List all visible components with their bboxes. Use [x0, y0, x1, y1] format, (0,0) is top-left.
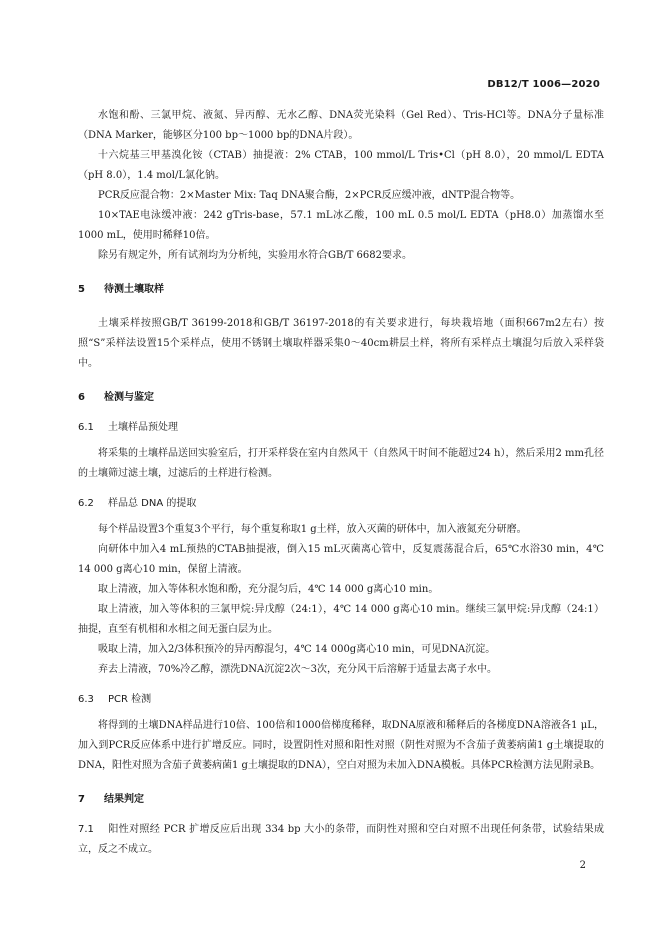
section-number: 5	[78, 284, 85, 295]
subsection-title: PCR 检测	[108, 694, 152, 705]
reagents-paragraph-1: 水饱和酚、三氯甲烷、液氮、异丙醇、无水乙醇、DNA荧光染料（Gel Red）、Tris-HCl等。DNA分子量标准（DNA Marker，能够区分100 bp～1000 bp的DNA片段）。	[78, 110, 604, 141]
section-6-2-paragraph-3: 取上清液，加入等体积水饱和酚，充分混匀后，4℃ 14 000 g离心10 min。	[98, 584, 439, 595]
subsection-title: 样品总 DNA 的提取	[108, 498, 197, 509]
section-5-paragraph: 土壤采样按照GB/T 36199-2018和GB/T 36197-2018的有关要求进行，每块栽培地（面积667m2左右）按照“S”采样法设置15个采样点，使用不锈钢土壤取样器采集0～40cm耕层土样，将所有采样点土壤混匀后放入采样袋中。	[78, 318, 604, 369]
subsection-number: 6.2	[78, 498, 94, 509]
section-title: 结果判定	[104, 794, 144, 805]
item-number: 7.1	[78, 824, 94, 835]
section-number: 7	[78, 794, 85, 805]
item-text: 阳性对照经 PCR 扩增反应后出现 334 bp 大小的条带，而阴性对照和空白对照不出现任何条带，试验结果成立，反之不成立。	[78, 824, 604, 855]
reagents-paragraph-2: 十六烷基三甲基溴化铵（CTAB）抽提液：2% CTAB，100 mmol/L Tris•Cl（pH 8.0），20 mmol/L EDTA（pH 8.0），1.4 mol/L氯化钠。	[78, 150, 604, 181]
page-number: 2	[579, 860, 586, 871]
section-6-1-paragraph: 将采集的土壤样品送回实验室后，打开采样袋在室内自然风干（自然风干时间不能超过24 h），然后采用2 mm孔径的土壤筛过滤土壤，过滤后的土样进行检测。	[78, 448, 604, 479]
section-title: 待测土壤取样	[104, 284, 164, 295]
section-6-3-heading	[78, 690, 604, 710]
section-6-1-heading	[78, 418, 604, 438]
section-number: 6	[78, 392, 85, 403]
section-6-2-paragraph-5: 吸取上清，加入2/3体积预冷的异丙醇混匀，4℃ 14 000g离心10 min，可见DNA沉淀。	[98, 644, 496, 655]
section-6-heading	[78, 388, 604, 408]
reagents-paragraph-3: PCR反应混合物：2×Master Mix: Taq DNA聚合酶，2×PCR反应缓冲液，dNTP混合物等。	[98, 190, 521, 201]
section-6-2-paragraph-2: 向研体中加入4 mL预热的CTAB抽提液，倒入15 mL灭菌离心管中，反复震荡混合后，65℃水浴30 min，4℃ 14 000 g离心10 min，保留上清液。	[78, 544, 604, 575]
section-6-2-paragraph-4: 取上清液，加入等体积的三氯甲烷:异戊醇（24:1），4℃ 14 000 g离心10 min。继续三氯甲烷:异戊醇（24:1）抽提，直至有机相和水相之间无蛋白层为止。	[78, 604, 604, 635]
section-6-2-paragraph-6: 弃去上清液，70%冷乙醇，漂洗DNA沉淀2次～3次，充分风干后溶解于适量去离子水中。	[98, 664, 497, 675]
subsection-number: 6.1	[78, 422, 94, 433]
section-title: 检测与鉴定	[104, 392, 154, 403]
subsection-number: 6.3	[78, 694, 94, 705]
document-code: DB12/T 1006—2020	[487, 79, 600, 90]
reagents-paragraph-4: 10×TAE电泳缓冲液：242 gTris-base，57.1 mL冰乙酸，100 mL 0.5 mol/L EDTA（pH8.0）加蒸馏水至1000 mL，使用时稀释10倍。	[78, 210, 604, 241]
section-7-1-item	[78, 820, 604, 860]
document-body	[78, 106, 604, 860]
section-7-heading	[78, 790, 604, 810]
section-5-heading	[78, 280, 604, 300]
section-6-2-paragraph-1: 每个样品设置3个重复3个平行，每个重复称取1 g土样，放入灭菌的研体中，加入液氮充分研磨。	[98, 524, 527, 535]
section-6-3-paragraph: 将得到的土壤DNA样品进行10倍、100倍和1000倍梯度稀释，取DNA原液和稀释后的各梯度DNA溶液各1 μL，加入到PCR反应体系中进行扩增反应。同时，设置阴性对照和阳性对照（阴性对照为不含茄子黄萎病菌1 g土壤提取的DNA，阳性对照为含茄子黄萎病菌1 g土壤提取的DNA），空白对照为未加入DNA模板。具体PCR检测方法见附录B。	[78, 720, 604, 771]
reagents-paragraph-5: 除另有规定外，所有试剂均为分析纯，实验用水符合GB/T 6682要求。	[98, 250, 413, 261]
subsection-title: 土壤样品预处理	[108, 422, 178, 433]
section-6-2-heading	[78, 494, 604, 514]
